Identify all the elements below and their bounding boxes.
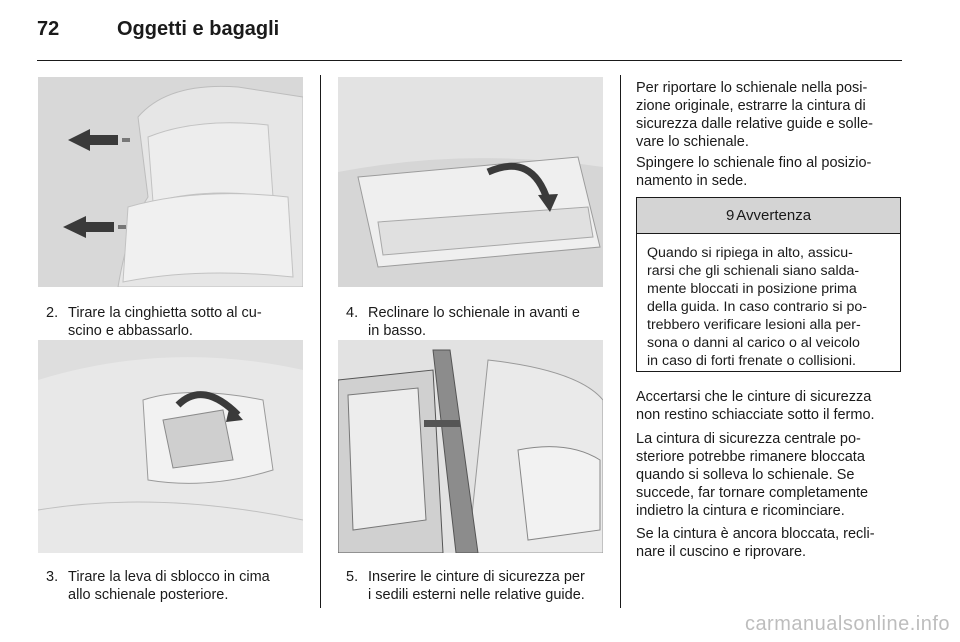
warning-icon: 9 (725, 207, 735, 224)
paragraph-restore-seatback: Per riportare lo schienale nella posi- zione originale, estrarre la cintura di sicurezza dalle relative guide e solle- vare lo schienale. (636, 80, 873, 150)
step-text: Reclinare lo schienale in avanti e in basso. (368, 305, 580, 339)
photo-rear-seat-arrows (38, 77, 303, 287)
step-3 (46, 568, 316, 608)
warning-title: Avvertenza (736, 207, 812, 224)
step-number: 5. (346, 569, 359, 585)
column-divider-left (320, 75, 321, 608)
step-number: 4. (346, 305, 359, 321)
step-number: 3. (46, 569, 59, 585)
header-divider (37, 60, 902, 61)
photo-seat-reclined (338, 77, 603, 287)
column-divider-right (620, 75, 621, 608)
step-number: 2. (46, 305, 59, 321)
step-text: Inserire le cinture di sicurezza per i sedili esterni nelle relative guide. (368, 569, 585, 603)
photo-seatbelt-guide (338, 340, 603, 553)
page-title: Oggetti e bagagli (117, 18, 280, 40)
paragraph-belt-still-blocked: Se la cintura è ancora bloccata, recli- nare il cuscino e riprovare. (636, 526, 875, 560)
paragraph-belt-check: Accertarsi che le cinture di sicurezza non restino schiacciate sotto il fermo. (636, 389, 875, 423)
warning-header (637, 198, 900, 234)
paragraph-push-seatback: Spingere lo schienale fino al posizio- namento in sede. (636, 155, 872, 189)
page-number: 72 (37, 18, 60, 40)
watermark: carmanualsonline.info (744, 613, 950, 635)
warning-box (636, 197, 901, 372)
warning-text: Quando si ripiega in alto, assicu- rarsi che gli schienali siano salda- mente bloccati in posizione prima della guida. In caso contrario si po- trebbero verificare lesioni alla per- sona o danni al carico o al veicolo in caso di forti frenate o collisioni. (647, 245, 868, 369)
photo-release-lever (38, 340, 303, 553)
paragraph-center-belt: La cintura di sicurezza centrale po- steriore potrebbe rimanere bloccata quando si solleva lo schienale. Se succede, far tornare completamente indietro la cintura e ricominciare. (636, 431, 869, 519)
step-2 (46, 304, 316, 344)
step-4 (346, 304, 616, 344)
step-text: Tirare la leva di sblocco in cima allo schienale posteriore. (68, 569, 270, 603)
step-text: Tirare la cinghietta sotto al cu- scino e abbassarlo. (68, 305, 262, 339)
step-5 (346, 568, 618, 608)
